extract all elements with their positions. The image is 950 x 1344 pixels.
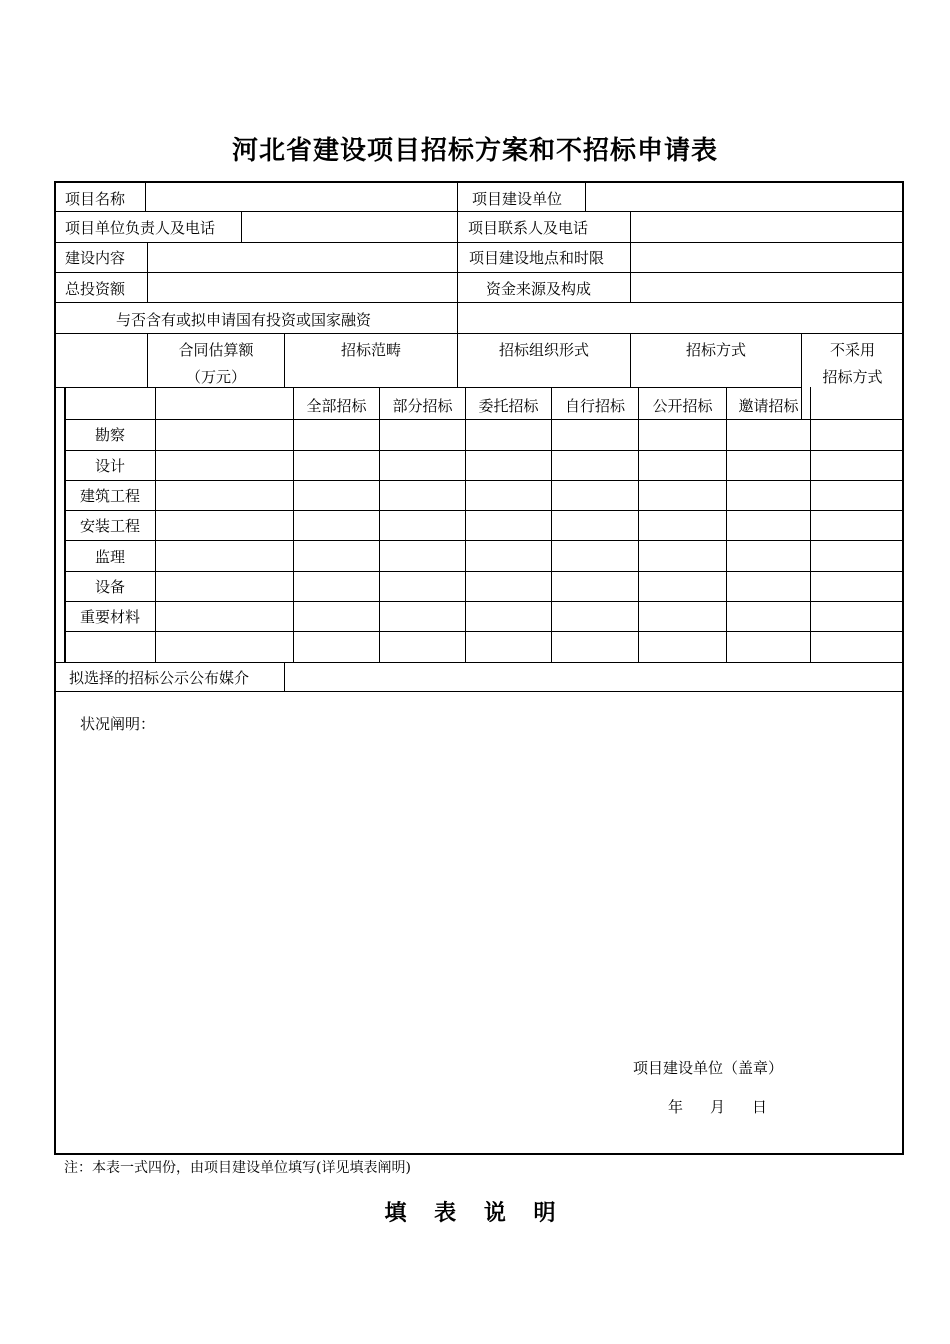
- date-day: 日: [752, 1098, 768, 1116]
- col-divider: [155, 387, 156, 662]
- col-divider: [585, 182, 586, 211]
- row-divider: [64, 510, 903, 511]
- col-divider: [145, 182, 146, 211]
- seal-label: 项目建设单位（盖章）: [633, 1059, 784, 1077]
- page-title: 河北省建设项目招标方案和不招标申请表: [231, 136, 718, 166]
- label-contact-phone: 项目联系人及电话: [468, 219, 589, 237]
- row-label-design: 设计: [94, 457, 125, 475]
- col-divider: [630, 211, 631, 302]
- col-divider: [241, 211, 242, 242]
- label-unit-leader-phone: 项目单位负责人及电话: [65, 219, 216, 237]
- col-divider: [147, 242, 148, 302]
- row-divider: [64, 631, 903, 632]
- label-location-time: 项目建设地点和时限: [469, 249, 605, 267]
- subcol-full: 全部招标: [306, 397, 367, 415]
- subcol-self: 自行招标: [564, 397, 625, 415]
- col-divider: [379, 387, 380, 662]
- row-label-supervision: 监理: [94, 548, 125, 566]
- label-construction-unit: 项目建设单位: [472, 190, 563, 208]
- col-contract-unit: （万元）: [185, 368, 246, 386]
- row-divider: [64, 540, 903, 541]
- label-project-name: 项目名称: [65, 190, 126, 208]
- row-label-materials: 重要材料: [79, 608, 140, 626]
- label-media: 拟选择的招标公示公布媒介: [69, 669, 250, 687]
- row-label-installation: 安装工程: [79, 517, 140, 535]
- label-total-investment: 总投资额: [65, 280, 126, 298]
- row-divider: [55, 302, 903, 303]
- col-contract-estimate: 合同估算额: [178, 341, 254, 359]
- row-divider: [55, 333, 903, 334]
- instructions-heading: 填 表 说 明: [384, 1201, 566, 1226]
- col-divider: [284, 662, 285, 691]
- col-no-bid-1: 不采用: [829, 341, 875, 359]
- row-divider: [64, 601, 903, 602]
- date-month: 月: [710, 1098, 726, 1116]
- col-divider: [465, 387, 466, 662]
- col-scope: 招标范畴: [340, 341, 401, 359]
- subcol-partial: 部分招标: [392, 397, 453, 415]
- label-construction-content: 建设内容: [65, 249, 126, 267]
- row-divider: [55, 691, 903, 692]
- col-method: 招标方式: [685, 341, 746, 359]
- subcol-open: 公开招标: [652, 397, 713, 415]
- col-organization: 招标组织形式: [498, 341, 589, 359]
- row-divider: [55, 387, 801, 388]
- col-divider: [293, 387, 294, 662]
- footnote: 注：本表一式四份，由项目建设单位填写(详见填表阐明): [64, 1160, 411, 1176]
- row-label-survey: 勘察: [94, 426, 125, 444]
- row-divider: [64, 450, 903, 451]
- col-divider: [810, 387, 811, 662]
- subcol-entrusted: 委托招标: [478, 397, 539, 415]
- col-divider: [457, 182, 458, 333]
- label-fund-source: 资金来源及构成: [486, 280, 592, 298]
- col-divider: [638, 387, 639, 662]
- date-year: 年: [668, 1098, 684, 1116]
- row-divider: [64, 480, 903, 481]
- row-label-equipment: 设备: [94, 578, 125, 596]
- subcol-invited: 邀请招标: [738, 397, 799, 415]
- row-divider: [55, 211, 903, 212]
- row-divider: [55, 272, 903, 273]
- row-divider: [55, 242, 903, 243]
- label-state-funding: 与否含有或拟申请国有投资或国家融资: [116, 311, 372, 329]
- row-label-building: 建筑工程: [79, 487, 140, 505]
- row-divider: [55, 662, 903, 663]
- row-divider: [64, 419, 903, 420]
- row-divider: [64, 571, 903, 572]
- label-statement: 状况阐明：: [80, 715, 156, 733]
- col-no-bid-2: 招标方式: [822, 368, 883, 386]
- col-divider: [551, 387, 552, 662]
- col-divider: [726, 387, 727, 662]
